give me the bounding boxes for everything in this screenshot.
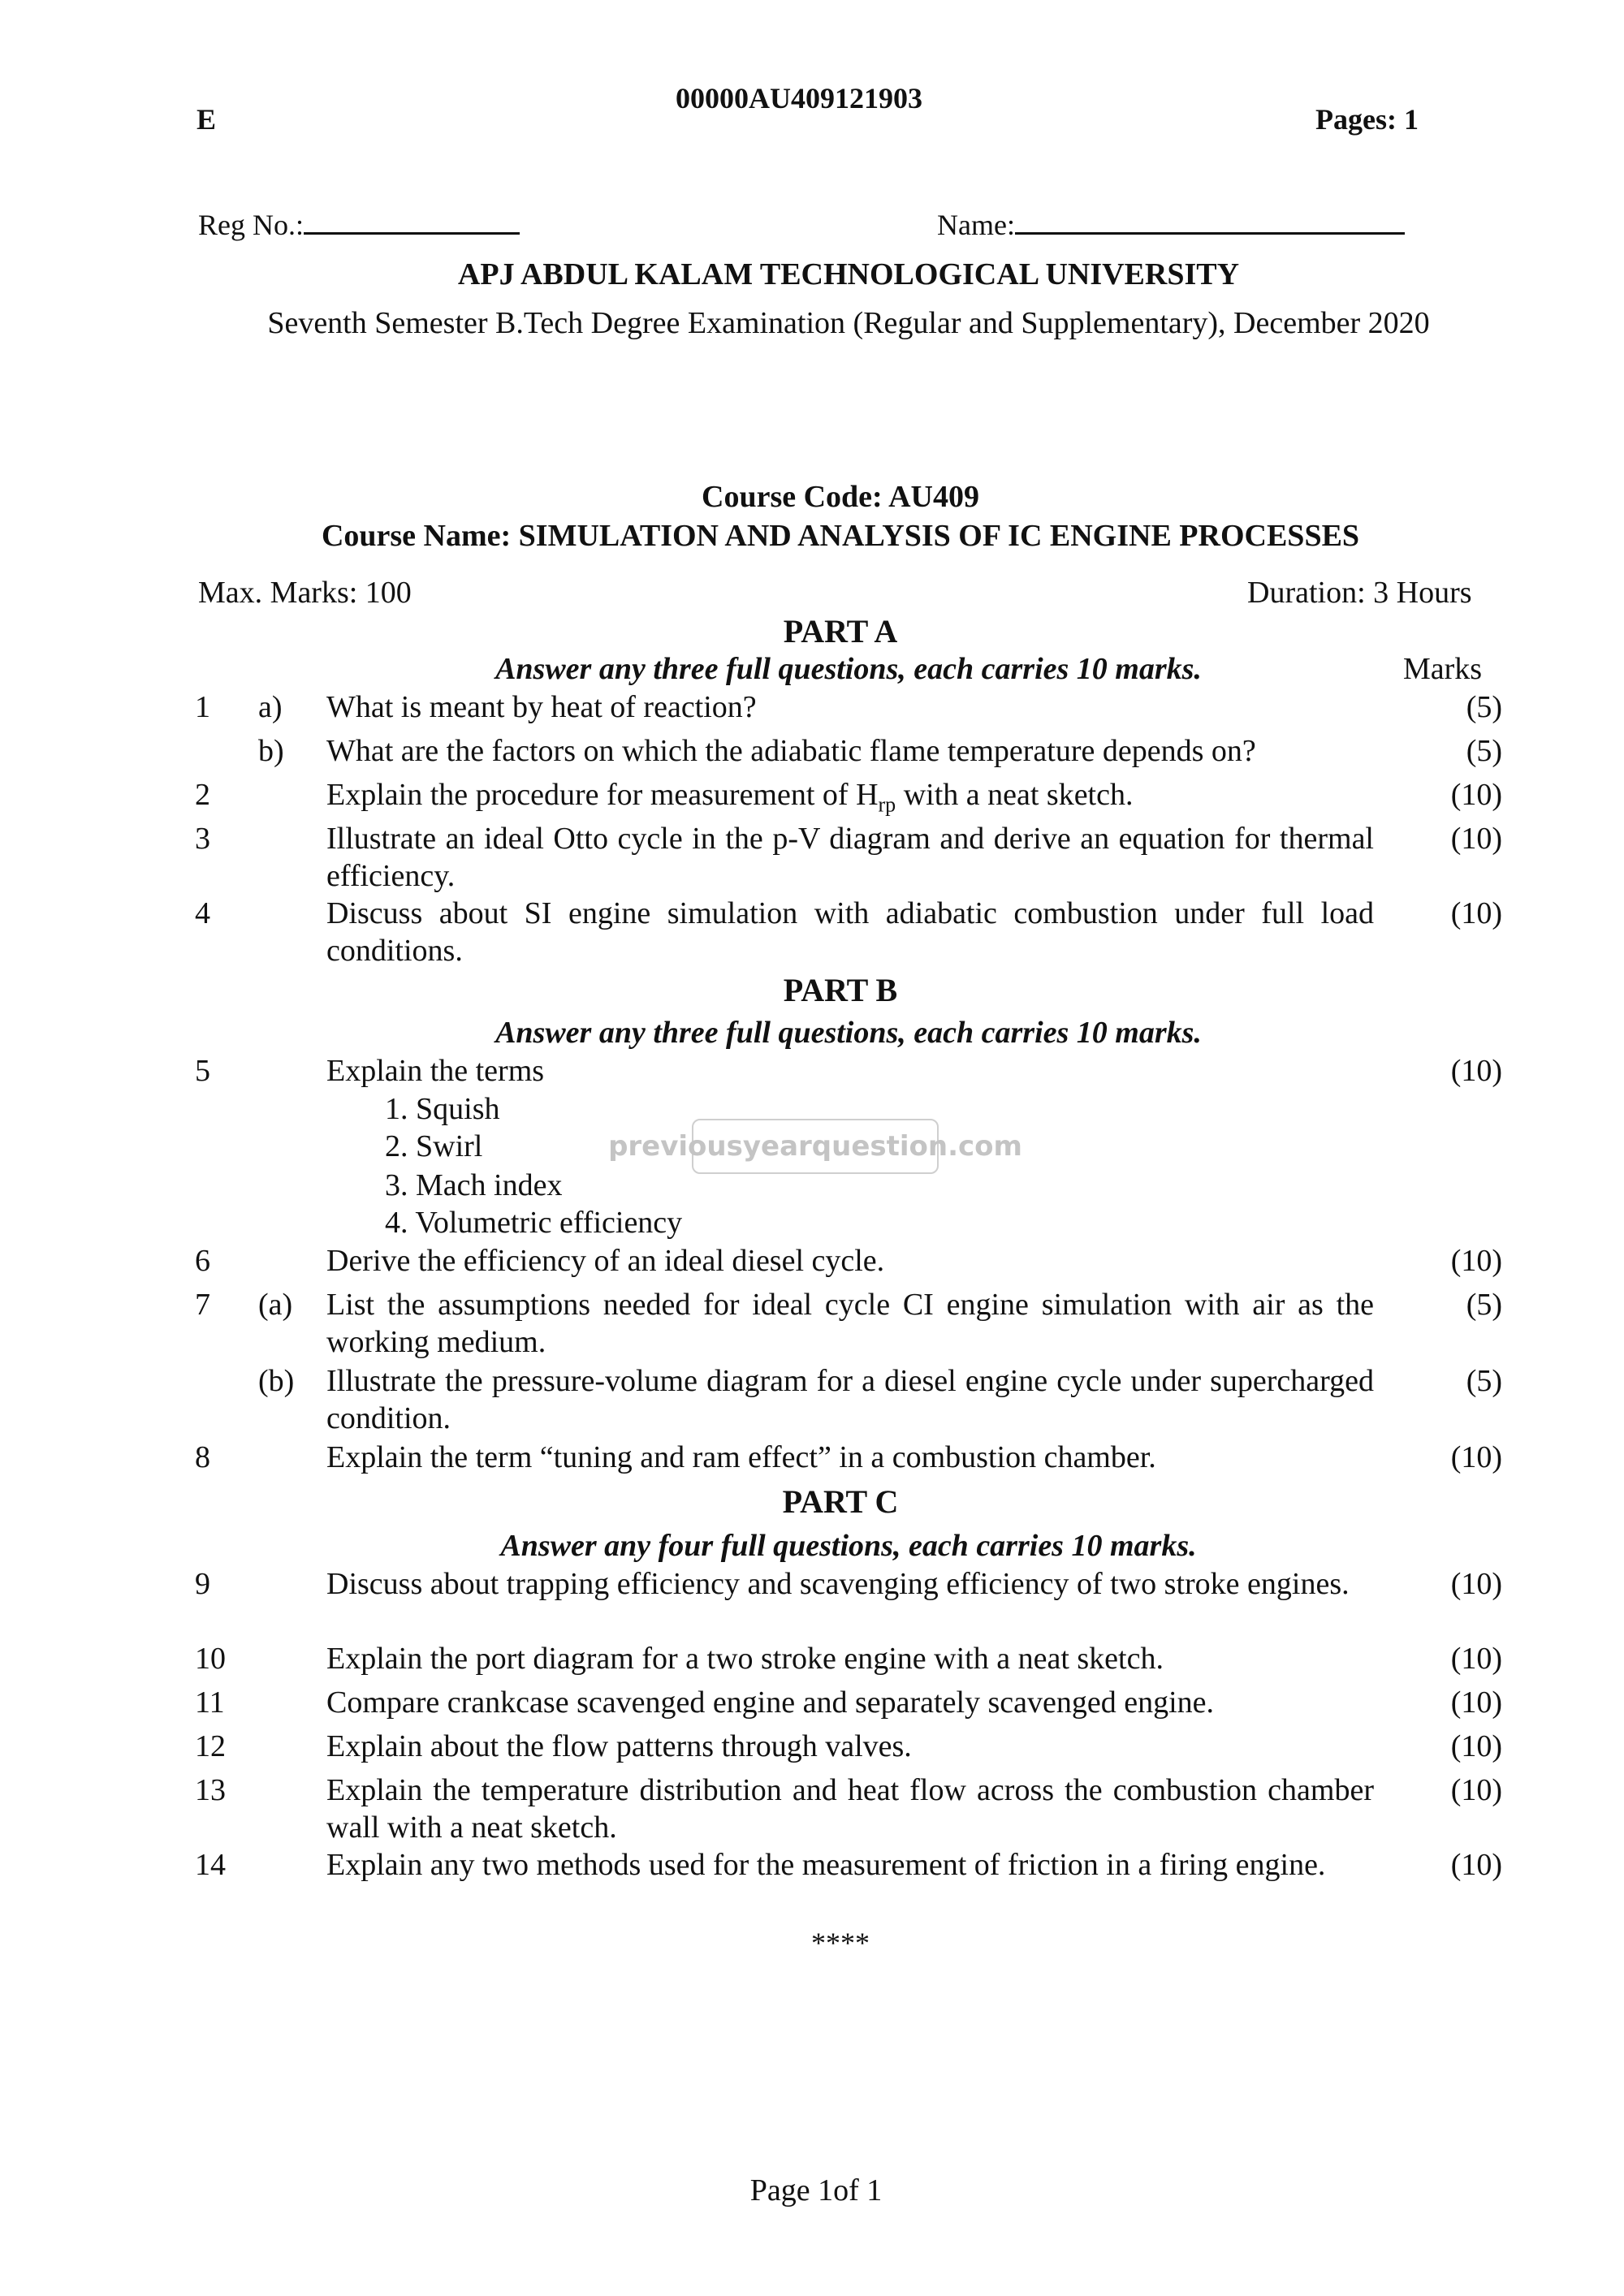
list-item: 1. Squish <box>385 1092 500 1126</box>
question-text: Explain any two methods used for the measurement of friction in a firing engine. <box>326 1848 1326 1882</box>
question-text: Explain the term “tuning and ram effect” in a combustion chamber. <box>326 1440 1156 1474</box>
question-text: Derive the efficiency of an ideal diesel cycle. <box>326 1244 885 1278</box>
question-marks: (10) <box>1450 1685 1502 1720</box>
question-number: 8 <box>195 1440 210 1474</box>
university-name: APJ ABDUL KALAM TECHNOLOGICAL UNIVERSITY <box>457 257 1240 291</box>
question-text: Compare crankcase scavenged engine and separately scavenged engine. <box>326 1685 1215 1720</box>
reg-no-label: Reg No.: <box>198 209 304 241</box>
name-field <box>937 208 1405 242</box>
end-mark: **** <box>811 1927 870 1959</box>
question-number: 13 <box>195 1773 226 1807</box>
question-text: Explain the procedure for measurement of $H_{rp}$ with a neat sketch. <box>326 778 1134 817</box>
question-marks: (10) <box>1450 1848 1502 1882</box>
pages-count: Pages: 1 <box>1315 103 1419 136</box>
list-item: 3. Mach index <box>385 1168 563 1202</box>
question-text: Explain the terms <box>326 1054 545 1088</box>
part-b-instruction: Answer any three full questions, each carries 10 marks. <box>495 1016 1202 1050</box>
max-marks: Max. Marks: 100 <box>198 576 412 610</box>
question-subpart: b) <box>258 734 284 768</box>
part-a-instruction: Answer any three full questions, each carries 10 marks. <box>495 652 1202 686</box>
question-number: 4 <box>195 896 210 930</box>
question-text: Explain about the flow patterns through valves. <box>326 1729 912 1763</box>
question-marks: (10) <box>1450 1642 1502 1676</box>
name-blank <box>1015 208 1405 235</box>
question-number: 9 <box>195 1567 210 1601</box>
part-c-instruction: Answer any four full questions, each carries 10 marks. <box>500 1529 1197 1563</box>
name-label: Name: <box>937 209 1015 241</box>
question-marks: (10) <box>1450 1244 1502 1278</box>
question-text: Illustrate the pressure-volume diagram for a diesel engine cycle under supercharged condition. <box>326 1364 1374 1435</box>
part-c-title: PART C <box>782 1483 899 1520</box>
question-text: Discuss about trapping efficiency and scavenging efficiency of two stroke engines. <box>326 1567 1350 1601</box>
list-item: 4. Volumetric efficiency <box>385 1206 683 1240</box>
question-number: 10 <box>195 1642 226 1676</box>
question-number: 3 <box>195 822 210 856</box>
question-text: What is meant by heat of reaction? <box>326 690 757 724</box>
reg-no-blank <box>304 208 520 235</box>
reg-no-field <box>198 208 520 242</box>
question-marks: (5) <box>1466 734 1502 768</box>
question-number: 14 <box>195 1848 226 1882</box>
question-number: 1 <box>195 690 210 724</box>
marks-header: Marks <box>1403 652 1483 686</box>
question-text: Illustrate an ideal Otto cycle in the p-V diagram and derive an equation for thermal efficiency. <box>326 822 1374 893</box>
question-text: Discuss about SI engine simulation with adiabatic combustion under full load conditions. <box>326 896 1374 968</box>
question-marks: (10) <box>1450 1567 1502 1601</box>
part-b-title: PART B <box>783 972 898 1008</box>
question-number: 2 <box>195 778 210 812</box>
list-item: 2. Swirl <box>385 1129 483 1163</box>
paper-set: E <box>197 103 217 136</box>
question-marks: (10) <box>1450 1773 1502 1807</box>
question-marks: (10) <box>1450 1054 1502 1088</box>
part-a-title: PART A <box>783 613 898 650</box>
question-marks: (5) <box>1466 1364 1502 1398</box>
course-code: Course Code: AU409 <box>702 480 979 514</box>
question-marks: (10) <box>1450 778 1502 812</box>
question-text: Explain the port diagram for a two stroke engine with a neat sketch. <box>326 1642 1164 1676</box>
question-marks: (5) <box>1466 1288 1502 1322</box>
question-text: Explain the temperature distribution and heat flow across the combustion chamber wall with a neat sketch. <box>326 1773 1374 1845</box>
watermark-stamp: previousyearquestion.com <box>692 1119 939 1174</box>
question-subpart: a) <box>258 690 283 724</box>
question-number: 6 <box>195 1244 210 1278</box>
paper-code: 00000AU409121903 <box>676 82 922 114</box>
exam-title: Seventh Semester B.Tech Degree Examination (Regular and Supplementary), December 2020 <box>267 306 1430 340</box>
question-number: 12 <box>195 1729 226 1763</box>
question-marks: (10) <box>1450 1440 1502 1474</box>
question-text: List the assumptions needed for ideal cycle CI engine simulation with air as the working medium. <box>326 1288 1374 1359</box>
question-text: What are the factors on which the adiabatic flame temperature depends on? <box>326 734 1256 768</box>
question-marks: (5) <box>1466 690 1502 724</box>
page-footer: Page 1of 1 <box>749 2173 883 2208</box>
question-marks: (10) <box>1450 822 1502 856</box>
question-number: 5 <box>195 1054 210 1088</box>
question-marks: (10) <box>1450 896 1502 930</box>
question-number: 11 <box>195 1685 225 1720</box>
question-subpart: (b) <box>258 1364 295 1398</box>
question-subpart: (a) <box>258 1288 293 1322</box>
course-name: Course Name: SIMULATION AND ANALYSIS OF IC ENGINE PROCESSES <box>321 519 1360 553</box>
question-marks: (10) <box>1450 1729 1502 1763</box>
duration: Duration: 3 Hours <box>1247 576 1472 610</box>
question-number: 7 <box>195 1288 210 1322</box>
